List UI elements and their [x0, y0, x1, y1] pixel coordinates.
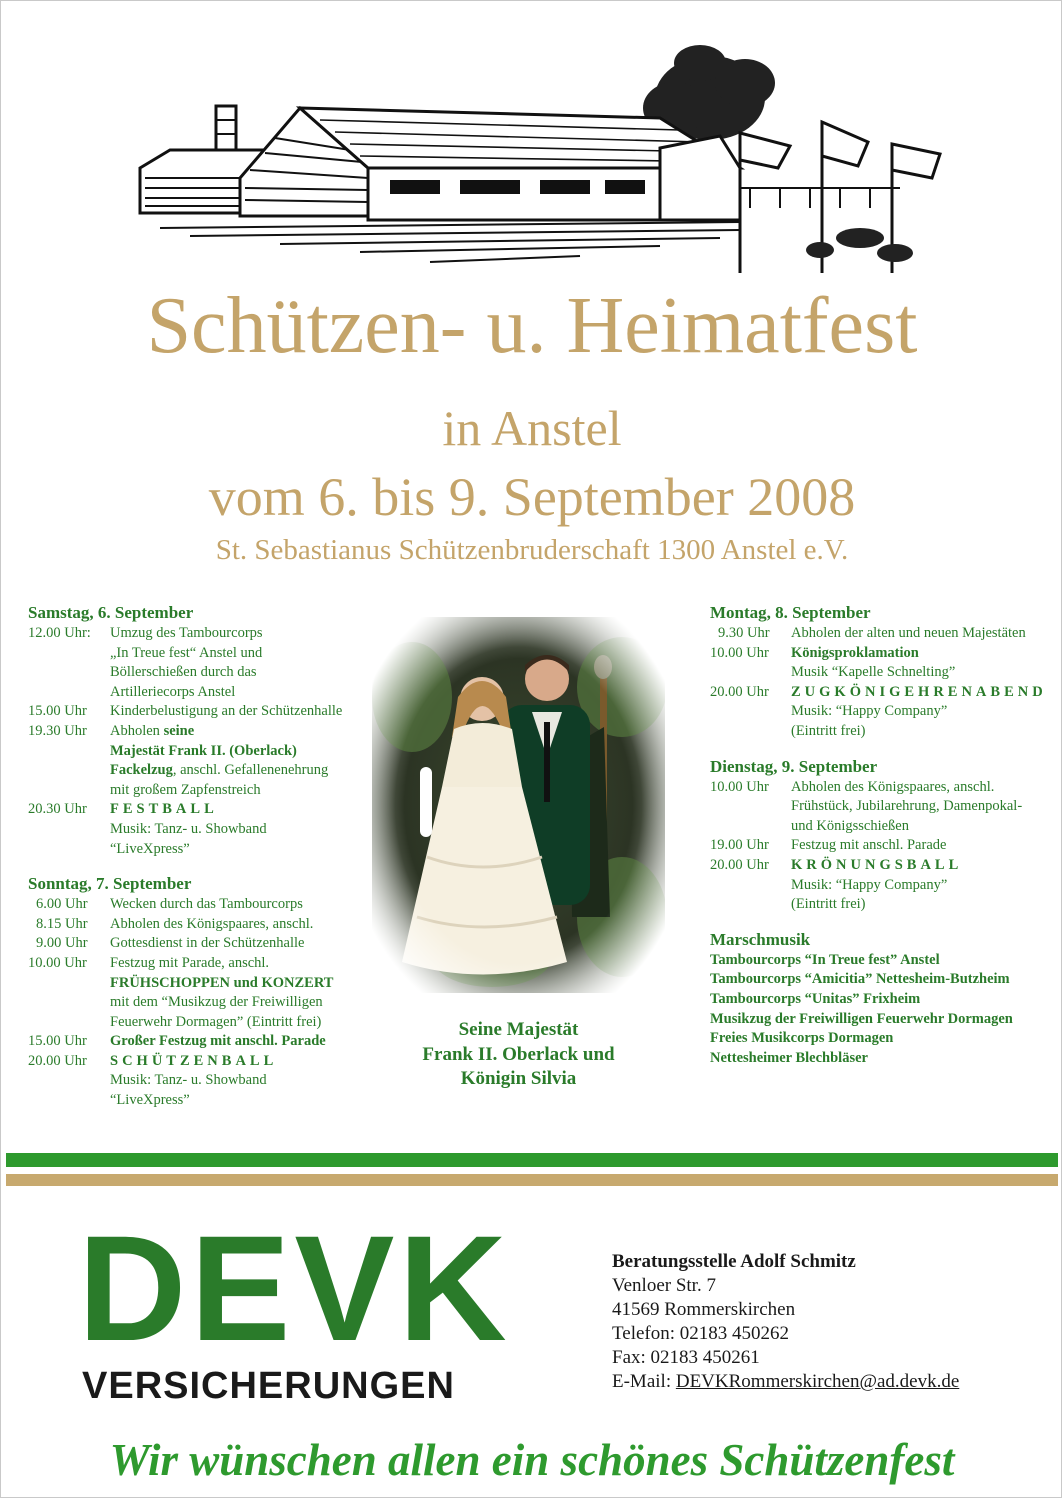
entry-time: 20.30 Uhr [28, 801, 87, 818]
entry-line: Wecken durch das Tambourcorps [110, 896, 303, 913]
entry-line: Böllerschießen durch das [110, 664, 257, 681]
entry-time: 20.00 Uhr [28, 1052, 87, 1069]
day-heading-sunday: Sonntag, 7. September [28, 874, 192, 894]
entry-line [110, 722, 378, 742]
entry-time: 15.00 Uhr [28, 1033, 87, 1050]
schedule-entry [710, 644, 1055, 683]
entry-line: Feuerwehr Dormagen” (Eintritt frei) [110, 1013, 322, 1030]
entry-line: mit dem “Musikzug der Freiwilligen [110, 994, 323, 1011]
entry-line: Festzug mit anschl. Parade [791, 837, 947, 854]
entry-line: ZUGKÖNIGEHRENABEND [791, 683, 1047, 700]
contact-phone: Telefon: 02183 450262 [612, 1323, 790, 1344]
schedule-entry [28, 624, 378, 702]
day-heading-saturday: Samstag, 6. September [28, 603, 194, 622]
marschmusik-heading: Marschmusik [710, 929, 811, 949]
email-label: E-Mail: [612, 1371, 676, 1392]
entry-line: Artilleriecorps Anstel [110, 683, 236, 700]
entry-description [791, 836, 1055, 856]
entry-description [110, 1032, 378, 1052]
entry-line: Abholen des Königspaares, anschl. [791, 778, 995, 795]
entry-line: SCHÜTZENBALL [110, 1052, 278, 1069]
entry-line: Frühstück, Jubilarehrung, Damenpokal- [791, 798, 1023, 815]
entry-line: Großer Festzug mit anschl. Parade [110, 1033, 326, 1050]
entry-description [110, 915, 378, 935]
entry-time: 12.00 Uhr: [28, 625, 91, 641]
schedule-entry [28, 1032, 378, 1052]
event-title: Schützen- u. Heimatfest [146, 282, 918, 370]
schedule-entry [28, 1052, 378, 1111]
entry-line: Musik: “Happy Company” [791, 703, 948, 720]
entry-line: Musik: Tanz- u. Showband [110, 1072, 267, 1089]
entry-line: „In Treue fest“ Anstel und [110, 644, 263, 661]
entry-line: FESTBALL [110, 801, 218, 818]
royal-couple-illustration [372, 617, 665, 993]
entry-line: “LiveXpress” [110, 1092, 190, 1109]
contact-email-line [612, 1370, 959, 1394]
caption-line: Königin Silvia [460, 1068, 577, 1089]
sponsor-contact [612, 1250, 959, 1394]
entry-description [110, 1052, 378, 1111]
entry-line: Umzug des Tambourcorps [110, 625, 263, 641]
event-date: vom 6. bis 9. September 2008 [208, 467, 856, 527]
entry-text: Abholen [110, 722, 164, 739]
entry-line: FRÜHSCHOPPEN und KONZERT [110, 974, 334, 991]
entry-description [110, 722, 378, 800]
entry-time: 15.00 Uhr [28, 703, 87, 720]
devk-logo: DEVK [78, 1204, 511, 1372]
entry-line: Abholen der alten und neuen Majestäten [791, 625, 1026, 641]
devk-logo-subtitle: VERSICHERUNGEN [82, 1365, 455, 1407]
schedule-left-column [28, 602, 378, 1111]
entry-time: 10.00 Uhr [710, 778, 769, 795]
caption-line: Seine Majestät [458, 1019, 579, 1040]
event-organizer: St. Sebastianus Schützenbruderschaft 1300 Anstel e.V. [215, 534, 849, 566]
entry-description [110, 702, 378, 722]
contact-fax: Fax: 02183 450261 [612, 1347, 760, 1368]
entry-time: 9.30 Uhr [718, 625, 770, 641]
schedule-entry [28, 915, 378, 935]
schedule-entry [28, 954, 378, 1032]
marschmusik-item: Nettesheimer Blechbläser [710, 1049, 868, 1066]
entry-line: (Eintritt frei) [791, 896, 866, 913]
entry-time: 19.00 Uhr [710, 837, 769, 854]
royal-couple-photo [372, 617, 665, 993]
entry-description [110, 800, 378, 859]
entry-line: KRÖNUNGSBALL [791, 856, 963, 873]
entry-line: Kinderbelustigung an der Schützenhalle [110, 703, 343, 720]
entry-line: Majestät Frank II. (Oberlack) [110, 742, 297, 759]
entry-description [110, 624, 378, 702]
entry-line: “LiveXpress” [110, 840, 190, 857]
marschmusik-item: Musikzug der Freiwilligen Feuerwehr Dormagen [710, 1010, 1013, 1027]
entry-line: Königsproklamation [791, 644, 919, 661]
email-link[interactable]: DEVKRommerskirchen@ad.devk.de [675, 1371, 960, 1392]
caption-line: Frank II. Oberlack und [422, 1043, 615, 1065]
entry-time: 10.00 Uhr [28, 954, 87, 971]
entry-line: mit großem Zapfenstreich [110, 781, 261, 798]
entry-description [791, 644, 1055, 683]
schedule-entry [28, 702, 378, 722]
entry-time: 10.00 Uhr [710, 644, 769, 661]
schedule-entry [28, 722, 378, 800]
contact-heading: Beratungsstelle Adolf Schmitz [612, 1251, 856, 1272]
schedule-entry [710, 856, 1055, 915]
divider-green [6, 1153, 1058, 1167]
marschmusik-item: Tambourcorps “In Treue fest” Anstel [710, 951, 940, 968]
day-heading-monday: Montag, 8. September [710, 603, 871, 622]
entry-text-bold: seine [163, 722, 195, 739]
entry-time: 6.00 Uhr [36, 896, 88, 913]
schedule-entry [28, 800, 378, 859]
entry-line: Festzug mit Parade, anschl. [110, 954, 270, 971]
entry-time: 20.00 Uhr [710, 683, 769, 700]
schuetzenhalle-drawing [100, 38, 960, 283]
entry-line: (Eintritt frei) [791, 722, 866, 739]
schedule-entry [710, 836, 1055, 856]
entry-line: Musik “Kapelle Schnelting” [791, 664, 956, 681]
entry-time: 8.15 Uhr [36, 915, 88, 932]
photo-caption [372, 1018, 665, 1092]
entry-line: Musik: “Happy Company” [791, 876, 948, 893]
entry-description [791, 778, 1055, 837]
schedule-right-column [710, 602, 1055, 1068]
divider-gold [6, 1174, 1058, 1186]
schedule-entry [710, 683, 1055, 742]
entry-line: Abholen des Königspaares, anschl. [110, 915, 314, 932]
marschmusik-item: Tambourcorps “Amicitia” Nettesheim-Butzheim [710, 971, 1010, 988]
entry-description [110, 954, 378, 1032]
entry-line: und Königsschießen [791, 817, 909, 834]
entry-description [110, 934, 378, 954]
entry-line: Musik: Tanz- u. Showband [110, 820, 267, 837]
schedule-entry [28, 934, 378, 954]
entry-text-bold: Fackelzug [110, 762, 173, 779]
marschmusik-item: Freies Musikcorps Dormagen [710, 1030, 894, 1047]
marschmusik-item: Tambourcorps “Unitas” Frixheim [710, 990, 921, 1007]
entry-description [791, 856, 1055, 915]
contact-street: Venloer Str. 7 [612, 1275, 716, 1296]
entry-description [791, 624, 1055, 644]
day-heading-tuesday: Dienstag, 9. September [710, 756, 878, 776]
entry-description [110, 895, 378, 915]
entry-time: 20.00 Uhr [710, 856, 769, 873]
entry-line: Gottesdienst in der Schützenhalle [110, 935, 305, 952]
schedule-entry [710, 624, 1055, 644]
schedule-entry [28, 895, 378, 915]
entry-line [110, 761, 378, 781]
event-place: in Anstel [442, 400, 622, 456]
entry-text: , anschl. Gefallenenehrung [172, 762, 329, 779]
schedule-entry [710, 778, 1055, 837]
contact-city: 41569 Rommerskirchen [612, 1299, 796, 1320]
entry-time: 19.30 Uhr [28, 722, 87, 739]
slogan: Wir wünschen allen ein schönes Schützenfest [109, 1435, 955, 1485]
entry-time: 9.00 Uhr [36, 935, 88, 952]
entry-description [791, 683, 1055, 742]
